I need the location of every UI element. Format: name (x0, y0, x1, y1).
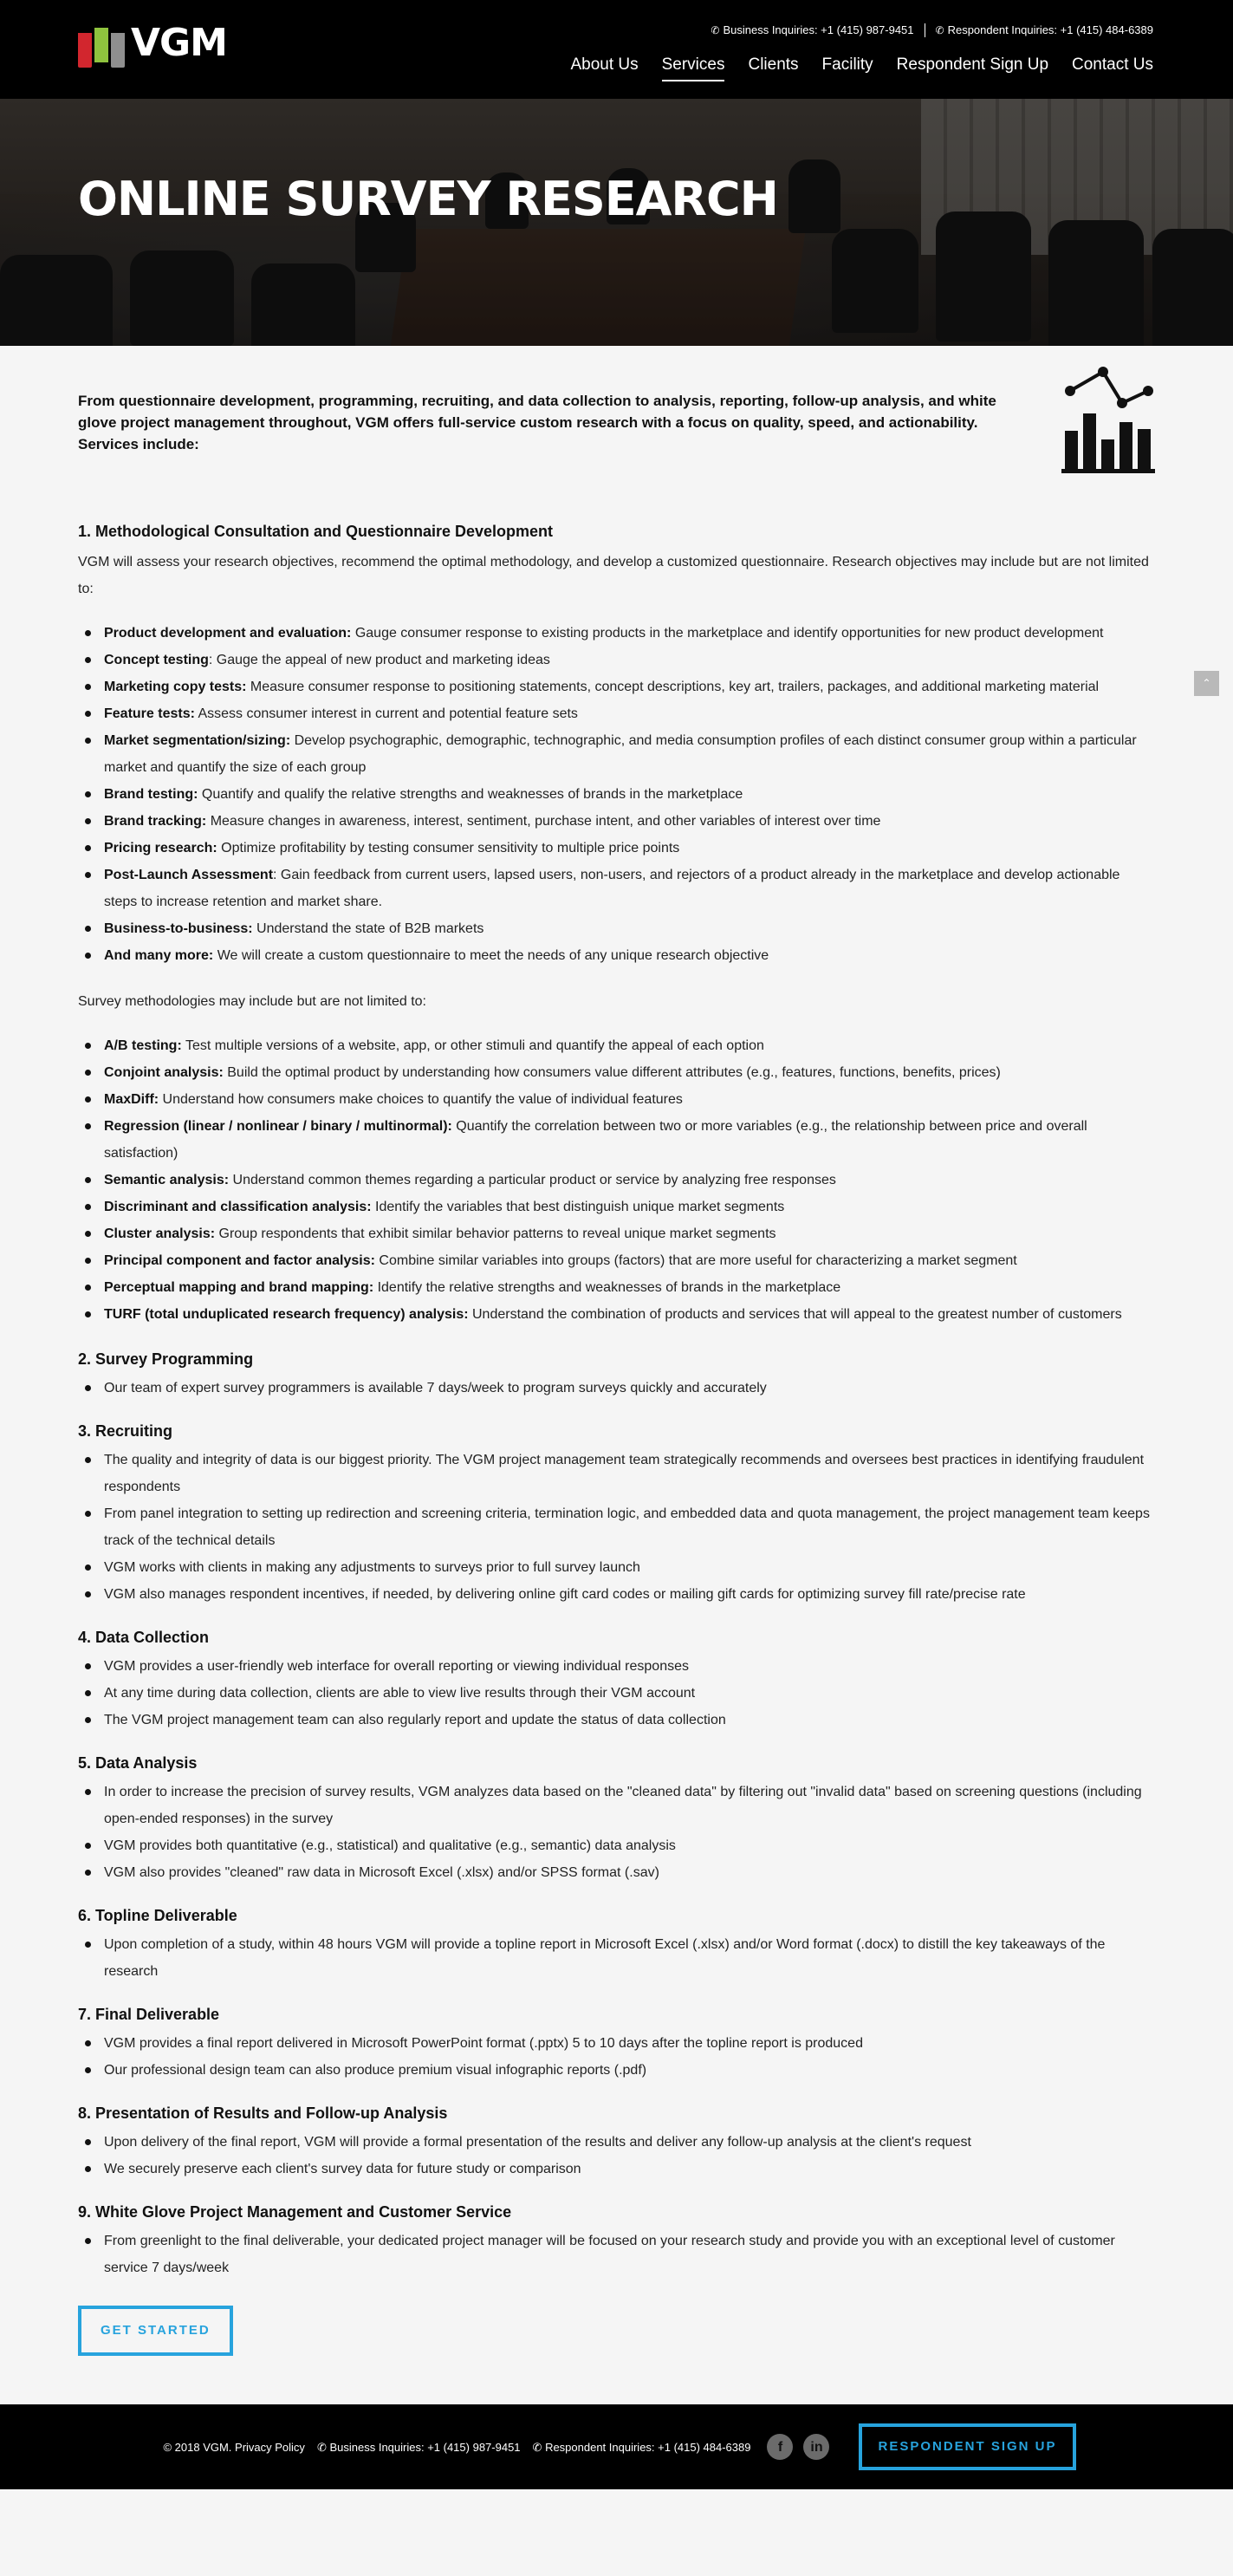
nav-contact-us[interactable]: Contact Us (1072, 55, 1153, 74)
main-nav (547, 54, 1153, 81)
site-footer (0, 2404, 1233, 2489)
list-item: Conjoint analysis: Build the optimal product by understanding how consumers value different attributes (e.g., features, functions, benefits, prices) (78, 1059, 1155, 1086)
nav-services[interactable]: Services (662, 54, 725, 81)
list-item: Post-Launch Assessment: Gain feedback from current users, lapsed users, non-users, and rejectors of a product already in the marketplace and develop actionable steps to increase retention and market share. (78, 862, 1155, 915)
social-links (767, 2434, 829, 2460)
section-list (78, 1375, 1155, 1402)
methods-list (78, 1032, 1155, 1328)
section-list (78, 1447, 1155, 1608)
bar-chart-trend-icon (1061, 365, 1157, 474)
section-list (78, 2228, 1155, 2281)
list-item: MaxDiff: Understand how consumers make choices to quantify the value of individual features (78, 1086, 1155, 1113)
list-item: Perceptual mapping and brand mapping: Identify the relative strengths and weaknesses of brands in the marketplace (78, 1274, 1155, 1301)
get-started-button[interactable]: GET STARTED (78, 2306, 233, 2356)
section-title: 8. Presentation of Results and Follow-up Analysis (78, 2104, 448, 2122)
hero-banner (0, 99, 1233, 346)
site-header (0, 0, 1233, 99)
list-item: Brand testing: Quantify and qualify the relative strengths and weaknesses of brands in the marketplace (78, 781, 1155, 808)
section-title: 1. Methodological Consultation and Questionnaire Development (78, 523, 554, 540)
footer-respondent-text[interactable]: Respondent Inquiries: +1 (415) 484-6389 (545, 2440, 751, 2454)
list-item: Our team of expert survey programmers is available 7 days/week to program surveys quickly and accurately (78, 1375, 1155, 1402)
list-item: Pricing research: Optimize profitability by testing consumer sensitivity to multiple price points (78, 835, 1155, 862)
contact-topbar (711, 21, 1153, 40)
section-list (78, 2030, 1155, 2084)
footer-respondent-inquiries (533, 2434, 751, 2461)
list-item: Cluster analysis: Group respondents that exhibit similar behavior patterns to reveal unique market segments (78, 1220, 1155, 1247)
phone-icon: ✆ (711, 24, 720, 36)
list-item: Discriminant and classification analysis: Identify the variables that best distinguish unique market segments (78, 1194, 1155, 1220)
facebook-icon[interactable]: f (767, 2434, 793, 2460)
list-item: Upon completion of a study, within 48 hours VGM will provide a topline report in Microsoft Excel (.xlsx) and/or Word format (.docx) to distill the key takeaways of the research (78, 1931, 1155, 1985)
list-item: We securely preserve each client's survey data for future study or comparison (78, 2156, 1155, 2182)
methods-intro: Survey methodologies may include but are not limited to: (78, 994, 426, 1009)
section-title: 3. Recruiting (78, 1422, 173, 1440)
logo-text: VGM (131, 21, 227, 65)
list-item: Marketing copy tests: Measure consumer response to positioning statements, concept descriptions, key art, trailers, packages, and additional marketing material (78, 673, 1155, 700)
list-item: Principal component and factor analysis: Combine similar variables into groups (factors) that are more useful for characterizing a market segment (78, 1247, 1155, 1274)
chevron-up-icon[interactable]: ⌃ (1194, 671, 1219, 696)
list-item: From greenlight to the final deliverable, your dedicated project manager will be focused on your research study and provide you with an exceptional level of customer service 7 days/week (78, 2228, 1155, 2281)
main-content (0, 346, 1233, 2404)
section-list (78, 2129, 1155, 2182)
list-item: The VGM project management team can also regularly report and update the status of data collection (78, 1707, 1155, 1734)
section-white-glove (78, 2200, 1155, 2281)
footer-business-inquiries (317, 2434, 521, 2461)
page-title: ONLINE SURVEY RESEARCH (78, 172, 778, 226)
nav-clients[interactable]: Clients (748, 55, 799, 74)
copyright[interactable]: © 2018 VGM. Privacy Policy (163, 2440, 305, 2454)
section-data-collection (78, 1625, 1155, 1734)
list-item: VGM works with clients in making any adjustments to surveys prior to full survey launch (78, 1554, 1155, 1581)
nav-respondent-sign-up[interactable]: Respondent Sign Up (896, 55, 1049, 74)
list-item: VGM provides both quantitative (e.g., statistical) and qualitative (e.g., semantic) data analysis (78, 1832, 1155, 1859)
list-item: VGM provides a user-friendly web interface for overall reporting or viewing individual responses (78, 1653, 1155, 1680)
list-item: Concept testing: Gauge the appeal of new product and marketing ideas (78, 647, 1155, 673)
phone-icon: ✆ (532, 2440, 542, 2454)
list-item: Market segmentation/sizing: Develop psychographic, demographic, technographic, and media consumption profiles of each distinct consumer group within a particular market and quantify the size of each group (78, 727, 1155, 781)
list-item: TURF (total unduplicated research frequency) analysis: Understand the combination of products and services that will appeal to the greatest number of customers (78, 1301, 1155, 1328)
section-list (78, 1931, 1155, 1985)
section-presentation (78, 2101, 1155, 2182)
list-item: In order to increase the precision of survey results, VGM analyzes data based on the "cleaned data" by filtering out "invalid data" based on screening questions (including open-ended responses) in the survey (78, 1779, 1155, 1832)
list-item: Upon delivery of the final report, VGM will provide a formal presentation of the results and deliver any follow-up analysis at the client's request (78, 2129, 1155, 2156)
section-list (78, 1779, 1155, 1886)
list-item: Product development and evaluation: Gauge consumer response to existing products in the marketplace and identify opportunities for new product development (78, 620, 1155, 647)
list-item: And many more: We will create a custom questionnaire to meet the needs of any unique research objective (78, 942, 1155, 969)
list-item: Semantic analysis: Understand common themes regarding a particular product or service by analyzing free responses (78, 1167, 1155, 1194)
intro-block (78, 346, 1155, 474)
phone-icon: ✆ (316, 2440, 327, 2454)
section-title: 7. Final Deliverable (78, 2006, 220, 2023)
nav-about-us[interactable]: About Us (570, 55, 639, 74)
section-topline-deliverable (78, 1903, 1155, 1985)
list-item: Regression (linear / nonlinear / binary / multinormal): Quantify the correlation between two or more variables (e.g., the relationship between price and overall satisfaction) (78, 1113, 1155, 1167)
phone-icon: ✆ (935, 24, 944, 36)
nav-facility[interactable]: Facility (821, 55, 873, 74)
business-inquiries[interactable]: Business Inquiries: +1 (415) 987-9451 (723, 23, 914, 36)
linkedin-icon[interactable]: in (803, 2434, 829, 2460)
list-item: Brand tracking: Measure changes in awareness, interest, sentiment, purchase intent, and other variables of interest over time (78, 808, 1155, 835)
logo-people-icon (78, 24, 127, 62)
intro-text: From questionnaire development, programming, recruiting, and data collection to analysis, reporting, follow-up analysis, and white glove project management throughout, VGM offers full-service custom research with a focus on quality, speed, and actionability. Services include: (78, 393, 996, 452)
list-item: VGM also provides "cleaned" raw data in Microsoft Excel (.xlsx) and/or SPSS format (.sav) (78, 1859, 1155, 1886)
list-item: VGM provides a final report delivered in Microsoft PowerPoint format (.pptx) 5 to 10 days after the topline report is produced (78, 2030, 1155, 2057)
footer-business-text[interactable]: Business Inquiries: +1 (415) 987-9451 (329, 2440, 521, 2454)
section-title: 5. Data Analysis (78, 1754, 198, 1772)
list-item: At any time during data collection, clients are able to view live results through their VGM account (78, 1680, 1155, 1707)
section-recruiting (78, 1419, 1155, 1608)
vgm-logo[interactable] (78, 21, 227, 65)
respondent-sign-up-button[interactable]: RESPONDENT SIGN UP (859, 2423, 1075, 2470)
list-item: Our professional design team can also produce premium visual infographic reports (.pdf) (78, 2057, 1155, 2084)
section-body: VGM will assess your research objectives, recommend the optimal methodology, and develop a customized questionnaire. Research objectives may include but are not limited to: (78, 555, 1149, 596)
list-item: The quality and integrity of data is our biggest priority. The VGM project management team strategically recommends and oversees best practices in identifying fraudulent respondents (78, 1447, 1155, 1500)
list-item: Feature tests: Assess consumer interest in current and potential feature sets (78, 700, 1155, 727)
list-item: A/B testing: Test multiple versions of a website, app, or other stimuli and quantify the appeal of each option (78, 1032, 1155, 1059)
respondent-inquiries[interactable]: Respondent Inquiries: +1 (415) 484-6389 (947, 23, 1153, 36)
list-item: Business-to-business: Understand the state of B2B markets (78, 915, 1155, 942)
section-list (78, 1653, 1155, 1734)
section-data-analysis (78, 1751, 1155, 1886)
objectives-list (78, 620, 1155, 969)
list-item: From panel integration to setting up redirection and screening criteria, termination logic, and embedded data and quota management, the project management team keeps track of the technical details (78, 1500, 1155, 1554)
section-survey-programming (78, 1347, 1155, 1402)
list-item: VGM also manages respondent incentives, if needed, by delivering online gift card codes or mailing gift cards for optimizing survey fill rate/precise rate (78, 1581, 1155, 1608)
section-consultation (78, 519, 1155, 1328)
section-final-deliverable (78, 2002, 1155, 2084)
section-title: 9. White Glove Project Management and Customer Service (78, 2203, 512, 2221)
section-title: 6. Topline Deliverable (78, 1907, 237, 1924)
section-title: 4. Data Collection (78, 1629, 210, 1646)
section-title: 2. Survey Programming (78, 1350, 254, 1368)
